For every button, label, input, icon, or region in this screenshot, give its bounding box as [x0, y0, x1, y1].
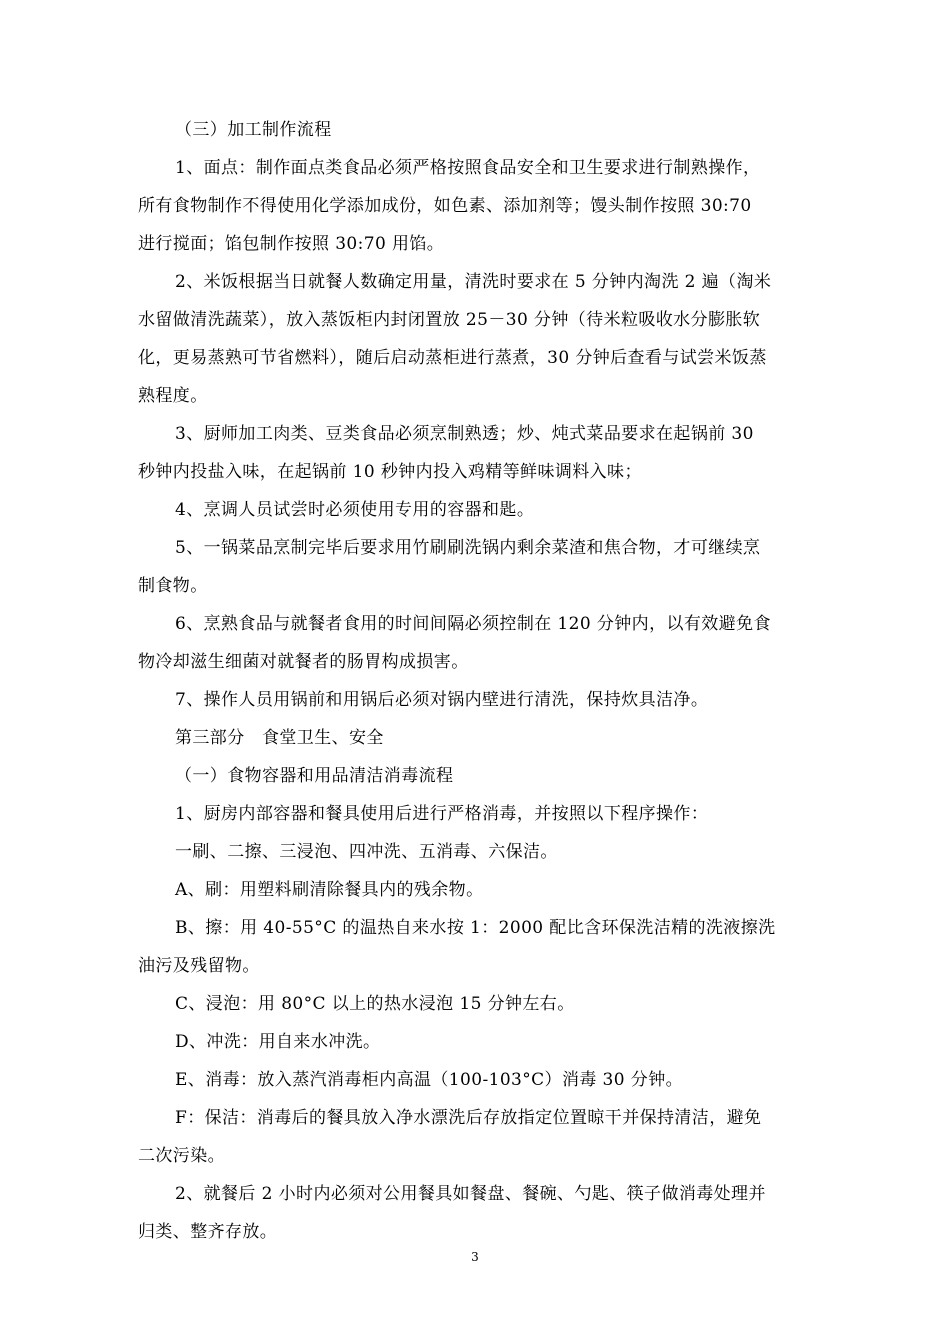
part-heading: 第三部分 食堂卫生、安全 [175, 728, 384, 748]
list-item: E、消毒：放入蒸汽消毒柜内高温（100-103°C）消毒 30 分钟。 [175, 1070, 683, 1090]
list-item-continuation: 油污及残留物。 [138, 956, 260, 976]
paragraph-line: 所有食物制作不得使用化学添加成份，如色素、添加剂等；馒头制作按照 30:70 [138, 196, 752, 216]
paragraph-line: 物冷却滋生细菌对就餐者的肠胃构成损害。 [138, 652, 469, 672]
paragraph-line: 化，更易蒸熟可节省燃料），随后启动蒸柜进行蒸煮，30 分钟后查看与试尝米饭蒸 [138, 348, 767, 368]
list-item: B、擦：用 40-55°C 的温热自来水按 1：2000 配比含环保洗洁精的洗液擦洗 [175, 918, 776, 938]
list-item: F：保洁：消毒后的餐具放入净水漂洗后存放指定位置晾干并保持清洁，避免 [175, 1108, 762, 1128]
list-item: D、冲洗：用自来水冲洗。 [175, 1032, 381, 1052]
paragraph-line: 水留做清洗蔬菜），放入蒸饭柜内封闭置放 25－30 分钟（待米粒吸收水分膨胀软 [138, 310, 761, 330]
paragraph-line: 1、厨房内部容器和餐具使用后进行严格消毒，并按照以下程序操作： [175, 804, 709, 824]
page-number: 3 [471, 1250, 479, 1264]
paragraph-line: 7、操作人员用锅前和用锅后必须对锅内壁进行清洗，保持炊具洁净。 [175, 690, 709, 710]
paragraph-line: 5、一锅菜品烹制完毕后要求用竹刷刷洗锅内剩余菜渣和焦合物，才可继续烹 [175, 538, 761, 558]
paragraph-line: 4、烹调人员试尝时必须使用专用的容器和匙。 [175, 500, 535, 520]
paragraph-line: 6、烹熟食品与就餐者食用的时间间隔必须控制在 120 分钟内，以有效避免食 [175, 614, 771, 634]
section-heading-disinfection: （一）食物容器和用品清洁消毒流程 [175, 766, 454, 786]
list-item: A、刷：用塑料刷清除餐具内的残余物。 [175, 880, 484, 900]
list-item: C、浸泡：用 80°C 以上的热水浸泡 15 分钟左右。 [175, 994, 575, 1014]
paragraph-line: 制食物。 [138, 576, 208, 596]
section-heading-processing: （三）加工制作流程 [175, 120, 332, 140]
paragraph-line: 一刷、二擦、三浸泡、四冲洗、五消毒、六保洁。 [175, 842, 558, 862]
paragraph-line: 3、厨师加工肉类、豆类食品必须烹制熟透；炒、炖式菜品要求在起锅前 30 [175, 424, 754, 444]
list-item-continuation: 二次污染。 [138, 1146, 225, 1166]
paragraph-line: 归类、整齐存放。 [138, 1222, 278, 1242]
paragraph-line: 2、米饭根据当日就餐人数确定用量，清洗时要求在 5 分钟内淘洗 2 遍（淘米 [175, 272, 772, 292]
paragraph-line: 1、面点：制作面点类食品必须严格按照食品安全和卫生要求进行制熟操作， [175, 158, 761, 178]
paragraph-line: 进行搅面；馅包制作按照 30:70 用馅。 [138, 234, 445, 254]
paragraph-line: 熟程度。 [138, 386, 208, 406]
paragraph-line: 秒钟内投盐入味，在起锅前 10 秒钟内投入鸡精等鲜味调料入味； [138, 462, 642, 482]
paragraph-line: 2、就餐后 2 小时内必须对公用餐具如餐盘、餐碗、勺匙、筷子做消毒处理并 [175, 1184, 766, 1204]
